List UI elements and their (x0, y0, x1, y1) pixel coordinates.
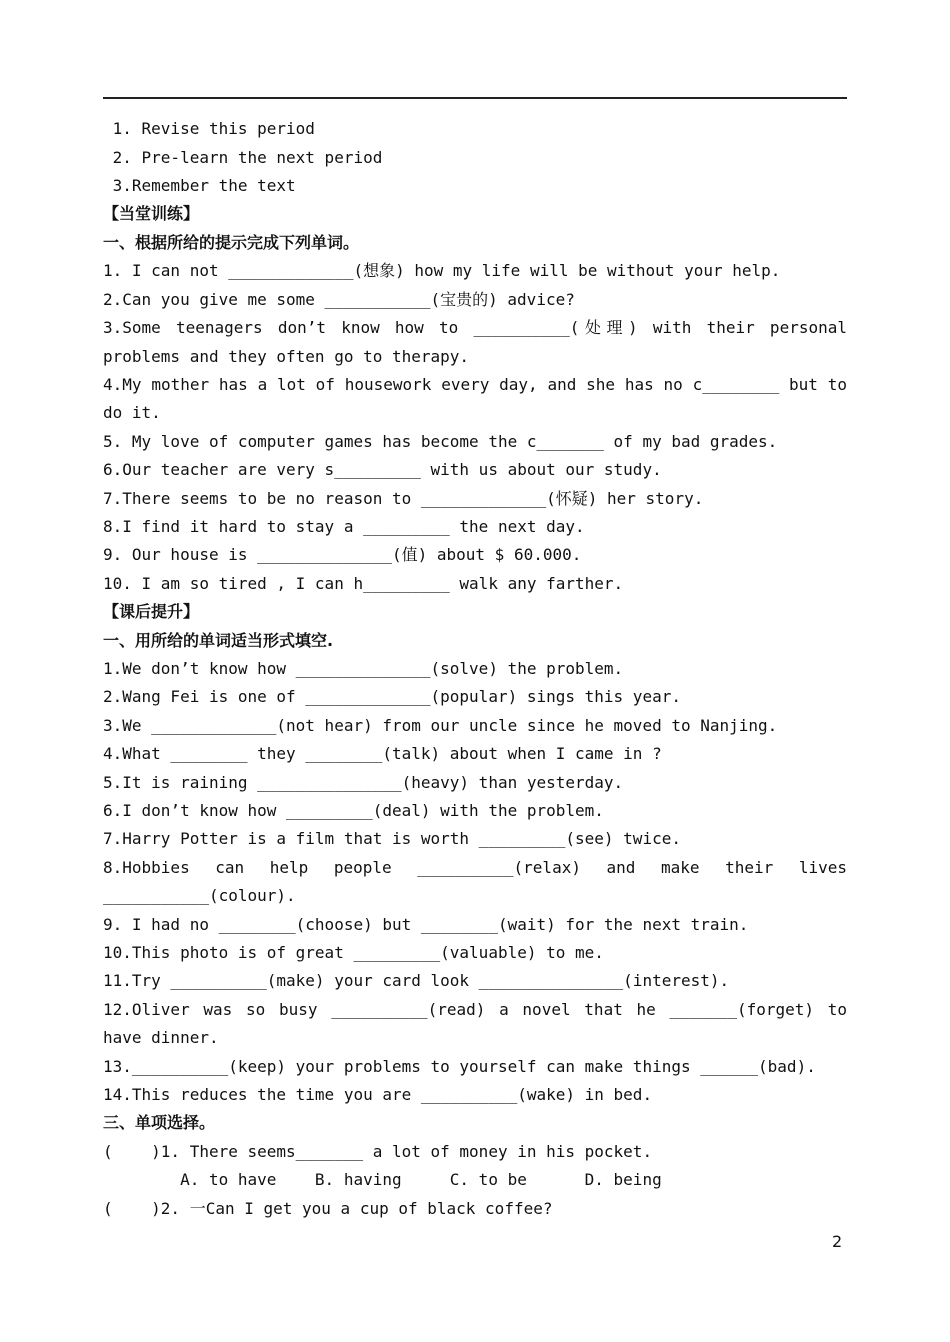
part-two-title: 一、用所给的单词适当形式填空. (103, 631, 334, 650)
homework-item: 1. Revise this period (103, 119, 315, 138)
exercise-line: 1. I can not _____________(想象) how my life will be without your help. (103, 261, 781, 280)
exercise-line: 6.I don’t know how _________(deal) with the problem. (103, 801, 604, 820)
section-heading-after-class: 【课后提升】 (103, 602, 200, 621)
exercise-line: do it. (103, 403, 161, 422)
exercise-line: ___________(colour). (103, 886, 296, 905)
exercise-line: 7.Harry Potter is a film that is worth _________(see) twice. (103, 829, 681, 848)
exercise-line: 8.I find it hard to stay a _________ the next day. (103, 517, 585, 536)
header-rule (103, 97, 847, 99)
exercise-line: 9. I had no ________(choose) but ________(wait) for the next train. (103, 915, 749, 934)
exercise-line: 8.Hobbies can help people __________(relax) and make their lives (103, 858, 847, 877)
exercise-line: 3.We _____________(not hear) from our uncle since he moved to Nanjing. (103, 716, 778, 735)
exercise-line: 10.This photo is of great _________(valuable) to me. (103, 943, 604, 962)
exercise-line: problems and they often go to therapy. (103, 347, 470, 366)
exercise-line: 14.This reduces the time you are __________(wake) in bed. (103, 1085, 653, 1104)
exercise-line: 12.Oliver was so busy __________(read) a novel that he _______(forget) to (103, 1000, 847, 1019)
part-three-title: 三、单项选择。 (103, 1113, 216, 1132)
exercise-line: 9. Our house is ______________(值) about $ 60.000. (103, 545, 582, 564)
exercise-line: 4.My mother has a lot of housework every day, and she has no c________ but to (103, 375, 847, 394)
exercise-line: 5. My love of computer games has become the c_______ of my bad grades. (103, 432, 778, 451)
exercise-line: 11.Try __________(make) your card look _______________(interest). (103, 971, 730, 990)
homework-item: 2. Pre-learn the next period (103, 148, 383, 167)
choice-question: ( )2. 一Can I get you a cup of black coffee? (103, 1199, 553, 1218)
part-one-title: 一、根据所给的提示完成下列单词。 (103, 233, 360, 252)
exercise-line: 4.What ________ they ________(talk) about when I came in ? (103, 744, 662, 763)
exercise-line: 13.__________(keep) your problems to yourself can make things ______(bad). (103, 1057, 816, 1076)
exercise-line: 1.We don’t know how ______________(solve) the problem. (103, 659, 624, 678)
exercise-line: 6.Our teacher are very s_________ with us about our study. (103, 460, 662, 479)
exercise-line: 5.It is raining _______________(heavy) than yesterday. (103, 773, 624, 792)
exercise-line: 2.Wang Fei is one of _____________(popular) sings this year. (103, 687, 681, 706)
exercise-line: 3.Some teenagers don’t know how to __________(处理) with their personal (103, 318, 847, 337)
exercise-line: have dinner. (103, 1028, 219, 1047)
choice-options: A. to have B. having C. to be D. being (103, 1170, 662, 1189)
choice-question: ( )1. There seems_______ a lot of money in his pocket. (103, 1142, 653, 1161)
exercise-line: 10. I am so tired , I can h_________ walk any farther. (103, 574, 624, 593)
exercise-line: 7.There seems to be no reason to _____________(怀疑) her story. (103, 489, 704, 508)
section-heading-in-class: 【当堂训练】 (103, 204, 200, 223)
page-number: 2 (832, 1232, 843, 1251)
exercise-line: 2.Can you give me some ___________(宝贵的) advice? (103, 290, 575, 309)
homework-item: 3.Remember the text (103, 176, 296, 195)
